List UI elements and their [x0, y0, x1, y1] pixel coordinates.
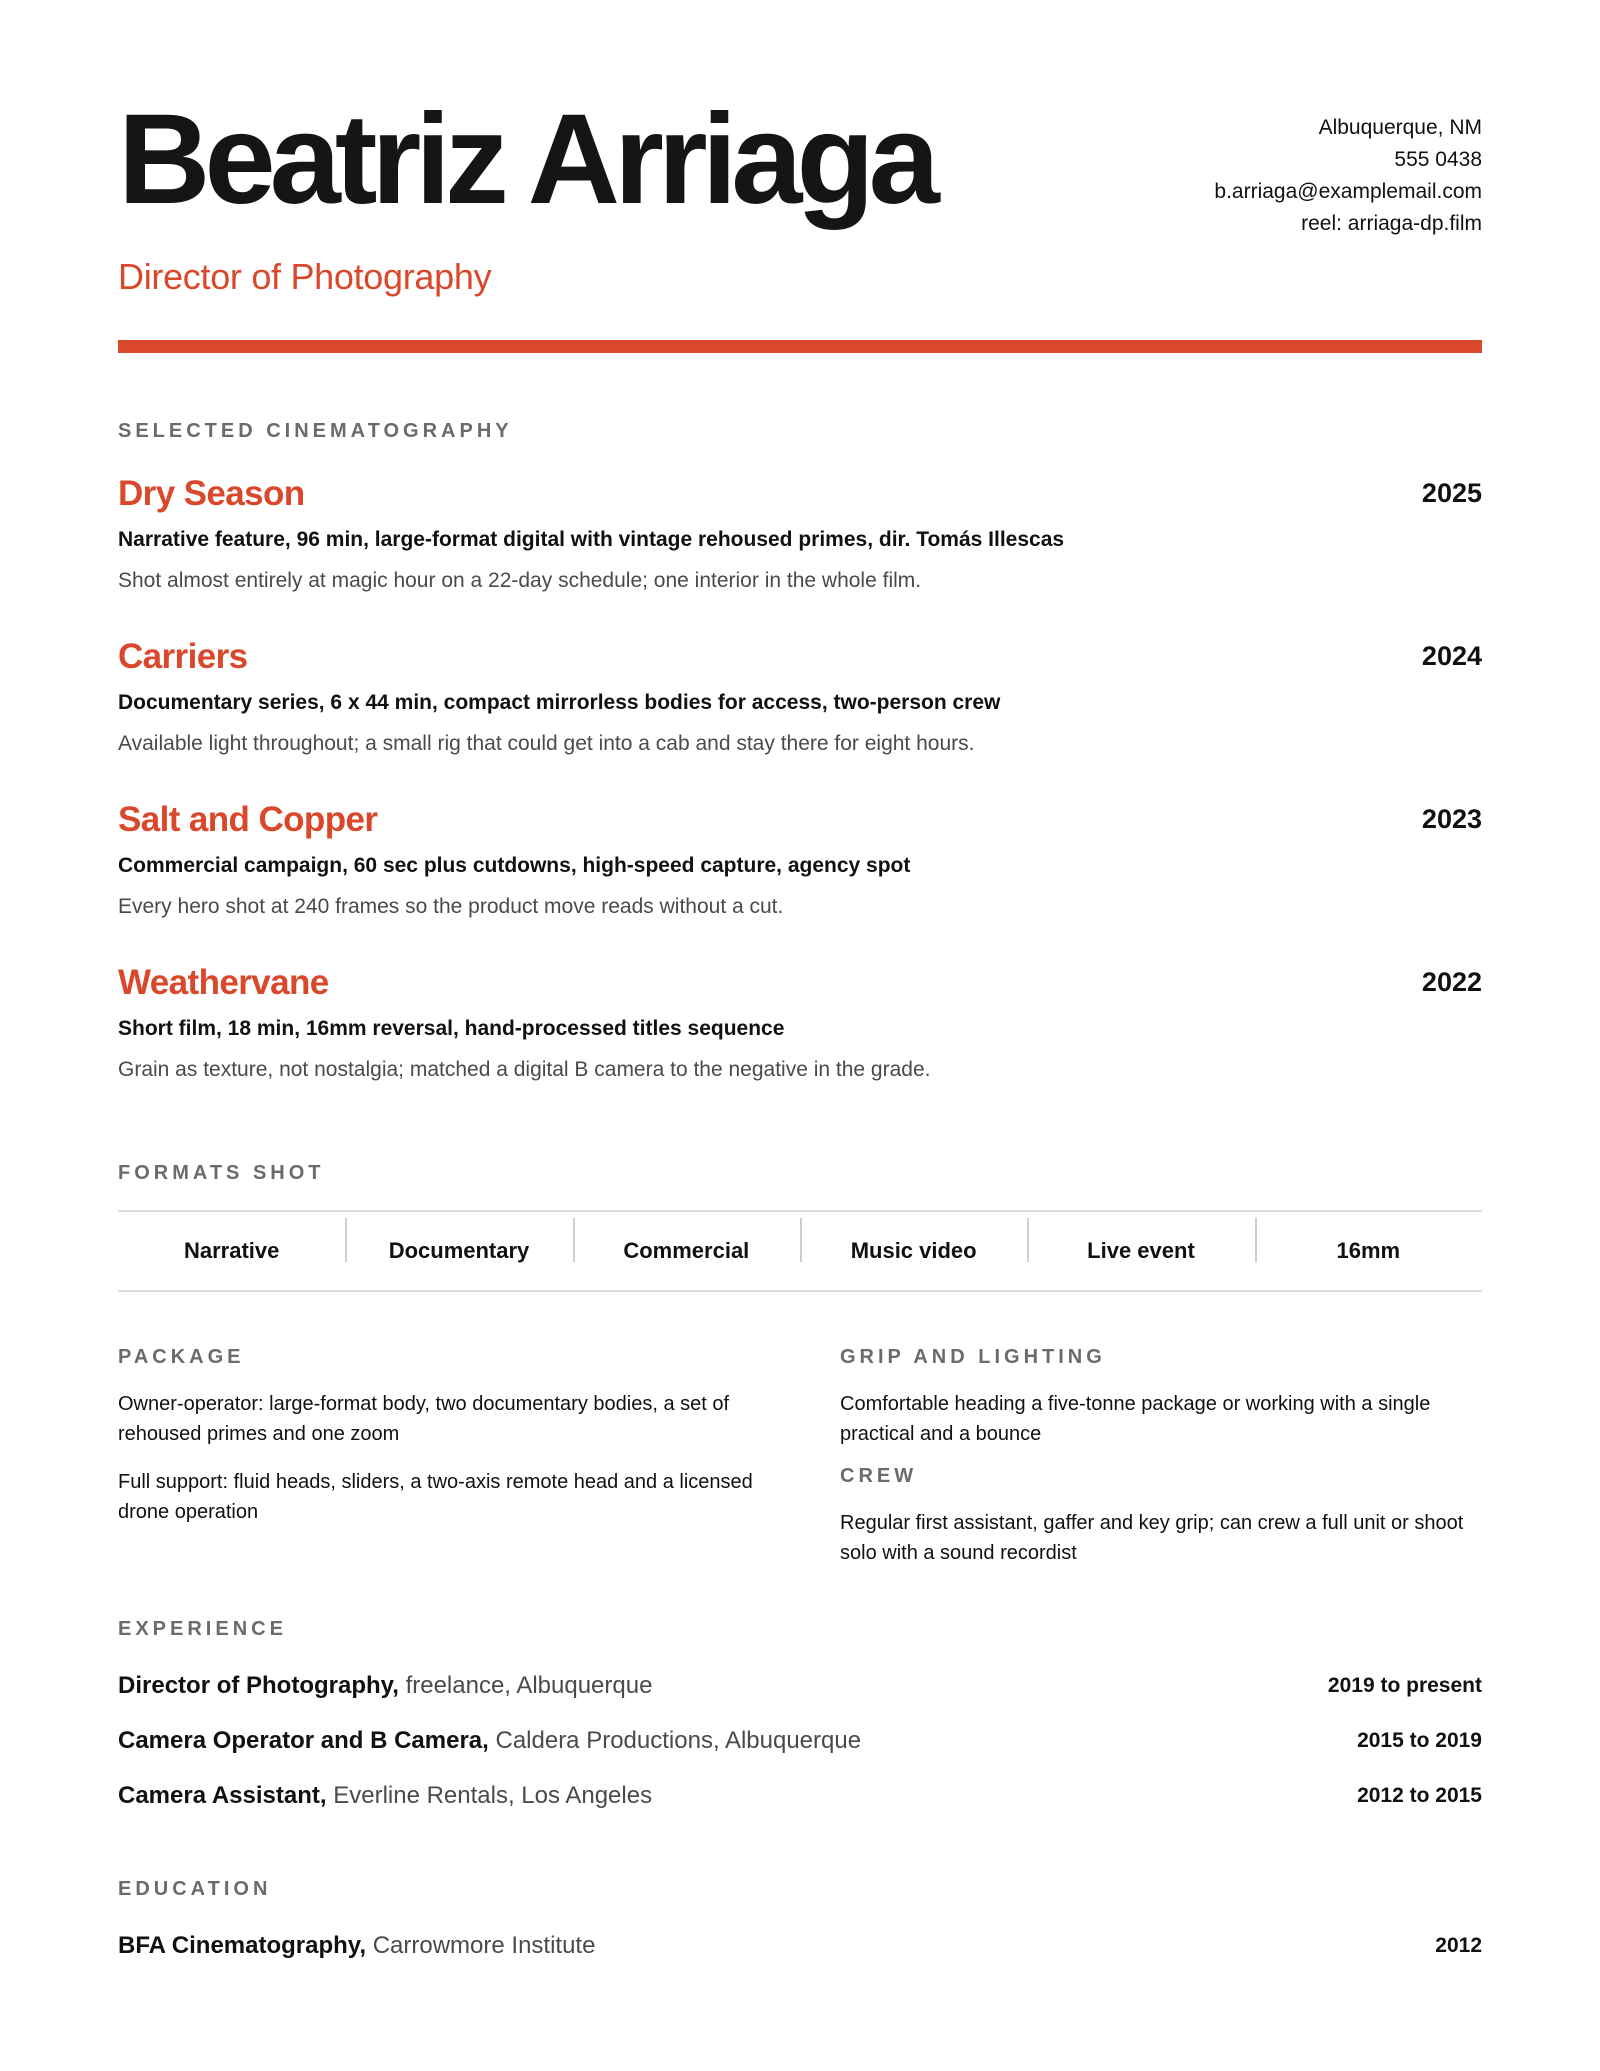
experience-position — [118, 1782, 652, 1810]
format-item: Music video — [800, 1238, 1027, 1264]
package-section — [118, 1346, 758, 1527]
crew-text: Regular first assistant, gaffer and key grip; can crew a full unit or shoot solo with a sound recordist — [840, 1512, 1464, 1564]
section-heading-education: EDUCATION — [118, 1878, 272, 1900]
film-entry — [118, 909, 1482, 1081]
film-title: Dry Season — [118, 474, 305, 513]
package-item: Full support: fluid heads, sliders, a two-axis remote head and a licensed drone operation — [118, 1471, 753, 1523]
film-note: Available light throughout; a small rig that could get into a cab and stay there for eight hours. — [118, 732, 975, 755]
film-note: Shot almost entirely at magic hour on a 22-day schedule; one interior in the whole film. — [118, 569, 922, 592]
package-item: Owner-operator: large-format body, two documentary bodies, a set of rehoused primes and one zoom — [118, 1393, 730, 1445]
experience-employer: Everline Rentals, Los Angeles — [333, 1782, 653, 1809]
section-heading-cinematography: SELECTED CINEMATOGRAPHY — [118, 420, 513, 442]
contact-block — [1214, 112, 1482, 240]
experience-row — [118, 1727, 1482, 1767]
formats-strip — [118, 1210, 1482, 1292]
header-divider — [118, 340, 1482, 353]
cinematography-section — [118, 420, 1482, 1081]
section-heading-package: PACKAGE — [118, 1346, 245, 1368]
format-item: 16mm — [1255, 1238, 1482, 1264]
format-item: Narrative — [183, 1238, 280, 1263]
experience-dates: 2019 to present — [1327, 1674, 1482, 1697]
film-year: 2024 — [1421, 641, 1482, 671]
experience-employer: freelance, Albuquerque — [405, 1672, 653, 1699]
format-item: Commercial — [573, 1238, 800, 1264]
film-title: Carriers — [118, 637, 248, 676]
education-year: 2012 — [1435, 1934, 1482, 1957]
experience-row — [118, 1672, 1482, 1712]
contact-reel[interactable]: reel: arriaga-dp.film — [1301, 212, 1482, 235]
contact-email[interactable]: b.arriaga@examplemail.com — [1214, 180, 1482, 203]
experience-row — [118, 1782, 1482, 1822]
film-entry — [118, 746, 1482, 918]
film-title: Salt and Copper — [118, 800, 378, 839]
resume-header — [118, 0, 1482, 352]
film-note: Every hero shot at 240 frames so the product move reads without a cut. — [118, 895, 784, 918]
grip-crew-section — [840, 1346, 1480, 1568]
format-item: Live event — [1027, 1238, 1254, 1264]
film-description: Narrative feature, 96 min, large-format digital with vintage rehoused primes, dir. Tomás Illescas — [118, 528, 1065, 551]
contact-location: Albuquerque, NM — [1318, 116, 1482, 139]
section-heading-formats: FORMATS SHOT — [118, 1162, 325, 1184]
film-year: 2025 — [1421, 478, 1482, 508]
experience-position — [118, 1727, 861, 1755]
experience-position — [118, 1672, 652, 1700]
experience-title: Director of Photography, — [118, 1672, 399, 1699]
education-school: Carrowmore Institute — [372, 1932, 596, 1959]
film-description: Documentary series, 6 x 44 min, compact mirrorless bodies for access, two-person crew — [118, 691, 1001, 714]
experience-dates: 2015 to 2019 — [1357, 1729, 1482, 1752]
film-description: Short film, 18 min, 16mm reversal, hand-processed titles sequence — [118, 1017, 785, 1040]
film-year: 2023 — [1421, 804, 1482, 834]
experience-dates: 2012 to 2015 — [1357, 1784, 1482, 1807]
film-entry — [118, 420, 1482, 592]
film-note: Grain as texture, not nostalgia; matched a digital B camera to the negative in the grade. — [118, 1058, 931, 1081]
experience-employer: Caldera Productions, Albuquerque — [495, 1727, 862, 1754]
section-heading-crew: CREW — [840, 1465, 918, 1487]
film-year: 2022 — [1421, 967, 1482, 997]
film-description: Commercial campaign, 60 sec plus cutdowns, high-speed capture, agency spot — [118, 854, 911, 877]
experience-title: Camera Operator and B Camera, — [118, 1727, 489, 1754]
contact-phone: 555 0438 — [1394, 148, 1482, 171]
section-heading-experience: EXPERIENCE — [118, 1618, 287, 1640]
education-degree — [118, 1932, 595, 1960]
format-item: Documentary — [345, 1238, 572, 1264]
grip-text: Comfortable heading a five-tonne package or working with a single practical and a bounce — [840, 1393, 1431, 1445]
candidate-role: Director of Photography — [118, 256, 492, 297]
film-entry — [118, 583, 1482, 755]
education-row — [118, 1932, 1482, 1972]
education-title: BFA Cinematography, — [118, 1932, 367, 1959]
section-heading-grip: GRIP AND LIGHTING — [840, 1346, 1106, 1368]
candidate-name: Beatriz Arriaga — [118, 88, 934, 231]
experience-title: Camera Assistant, — [118, 1782, 327, 1809]
film-title: Weathervane — [118, 963, 329, 1002]
